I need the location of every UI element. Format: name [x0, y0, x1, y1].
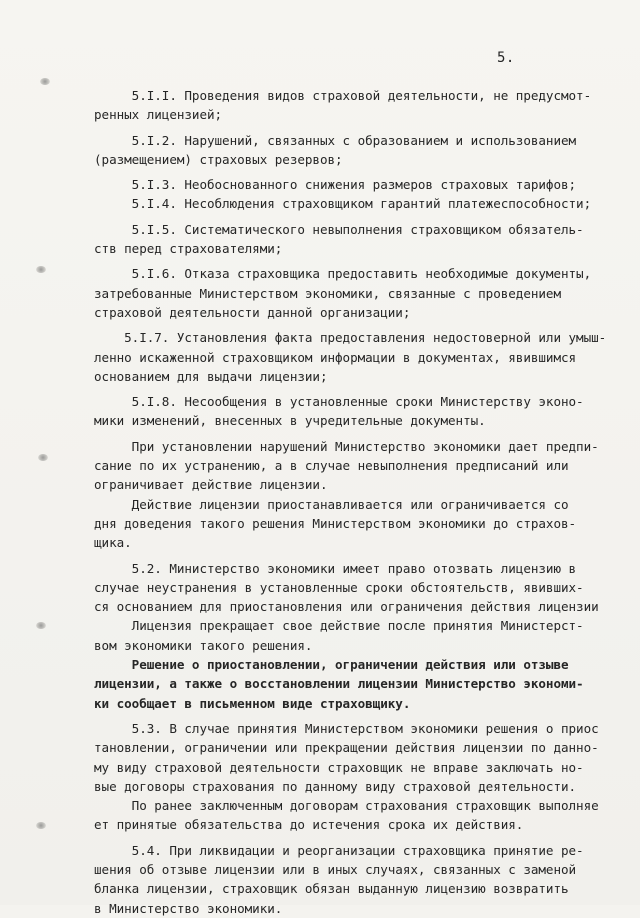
text-line: (размещением) страховых резервов; [94, 151, 343, 167]
text-line: страховой деятельности данной организации; [94, 304, 411, 320]
text-line: ся основанием для приостановления или ограничения действия лицензии [94, 599, 599, 615]
page-number: 5. [497, 50, 515, 66]
text-line: му виду страховой деятельности страховщик не вправе заключать но- [94, 759, 584, 775]
text-line: щика. [94, 535, 132, 551]
text-line: Решение о приостановлении, ограничении действия или отзыве [94, 657, 569, 673]
punch-hole-mark [40, 78, 50, 85]
text-line: ет принятые обязательства до истечения срока их действия. [94, 817, 524, 833]
text-line: ки сообщает в письменном виде страховщику. [94, 695, 411, 711]
text-line: ренных лицензией; [94, 107, 223, 123]
text-line: 5.I.7. Установления факта предоставления недостоверной или умыш- [94, 330, 607, 346]
text-line: 5.I.3. Необоснованного снижения размеров страховых тарифов; [94, 177, 577, 193]
document-body [94, 86, 626, 918]
text-line: ленно искаженной страховщиком информации в документах, явившимся [94, 349, 577, 365]
punch-hole-mark [38, 454, 48, 461]
text-line: 5.I.5. Систематического невыполнения страховщиком обязатель- [94, 221, 584, 237]
text-line: мики изменений, внесенных в учредительные документы. [94, 413, 486, 429]
text-line: 5.I.I. Проведения видов страховой деятельности, не предусмот- [94, 88, 592, 103]
text-line: тановлении, ограничении или прекращении действия лицензии по данно- [94, 740, 599, 756]
text-line: дня доведения такого решения Министерством экономики до страхов- [94, 515, 577, 531]
text-line: 5.I.8. Несообщения в установленные сроки Министерству эконо- [94, 394, 584, 410]
text-line: При установлении нарушений Министерство экономики дает предпи- [94, 438, 599, 454]
text-line: вые договоры страхования по данному виду страховой деятельности. [94, 778, 577, 794]
text-line: 5.I.6. Отказа страховщика предоставить необходимые документы, [94, 266, 592, 282]
text-line: 5.I.2. Нарушений, связанных с образованием и использованием [94, 132, 577, 148]
text-line: шения об отзыве лицензии или в иных случаях, связанных с заменой [94, 861, 577, 877]
text-line: в Министерство экономики. [94, 900, 283, 916]
text-line: случае неустранения в установленные сроки обстоятельств, явивших- [94, 579, 584, 595]
text-line: ограничивает действие лицензии. [94, 477, 328, 493]
text-line: бланка лицензии, страховщик обязан выданную лицензию возвратить [94, 881, 569, 897]
text-line: 5.2. Министерство экономики имеет право отозвать лицензию в [94, 560, 577, 576]
text-line: вом экономики такого решения. [94, 637, 313, 653]
punch-hole-mark [36, 266, 46, 273]
text-line: ств перед страхователями; [94, 241, 283, 257]
text-line: По ранее заключенным договорам страхования страховщик выполняе [94, 798, 599, 814]
punch-hole-mark [36, 622, 46, 629]
text-line: затребованные Министерством экономики, связанные с проведением [94, 285, 561, 301]
text-line: Лицензия прекращает свое действие после принятия Министерст- [94, 618, 584, 634]
punch-hole-mark [36, 822, 46, 829]
text-line: 5.I.4. Несоблюдения страховщиком гарантий платежеспособности; [94, 196, 592, 212]
text-line: сание по их устранению, а в случае невыполнения предписаний или [94, 458, 569, 474]
text-line: 5.4. При ликвидации и реорганизации страховщика принятие ре- [94, 842, 584, 858]
text-line: лицензии, а также о восстановлении лицензии Министерство экономи- [94, 676, 584, 692]
text-line: основанием для выдачи лицензии; [94, 368, 328, 384]
text-line: 5.3. В случае принятия Министерством экономики решения о приос [94, 720, 599, 736]
text-line: Действие лицензии приостанавливается или ограничивается со [94, 496, 569, 512]
